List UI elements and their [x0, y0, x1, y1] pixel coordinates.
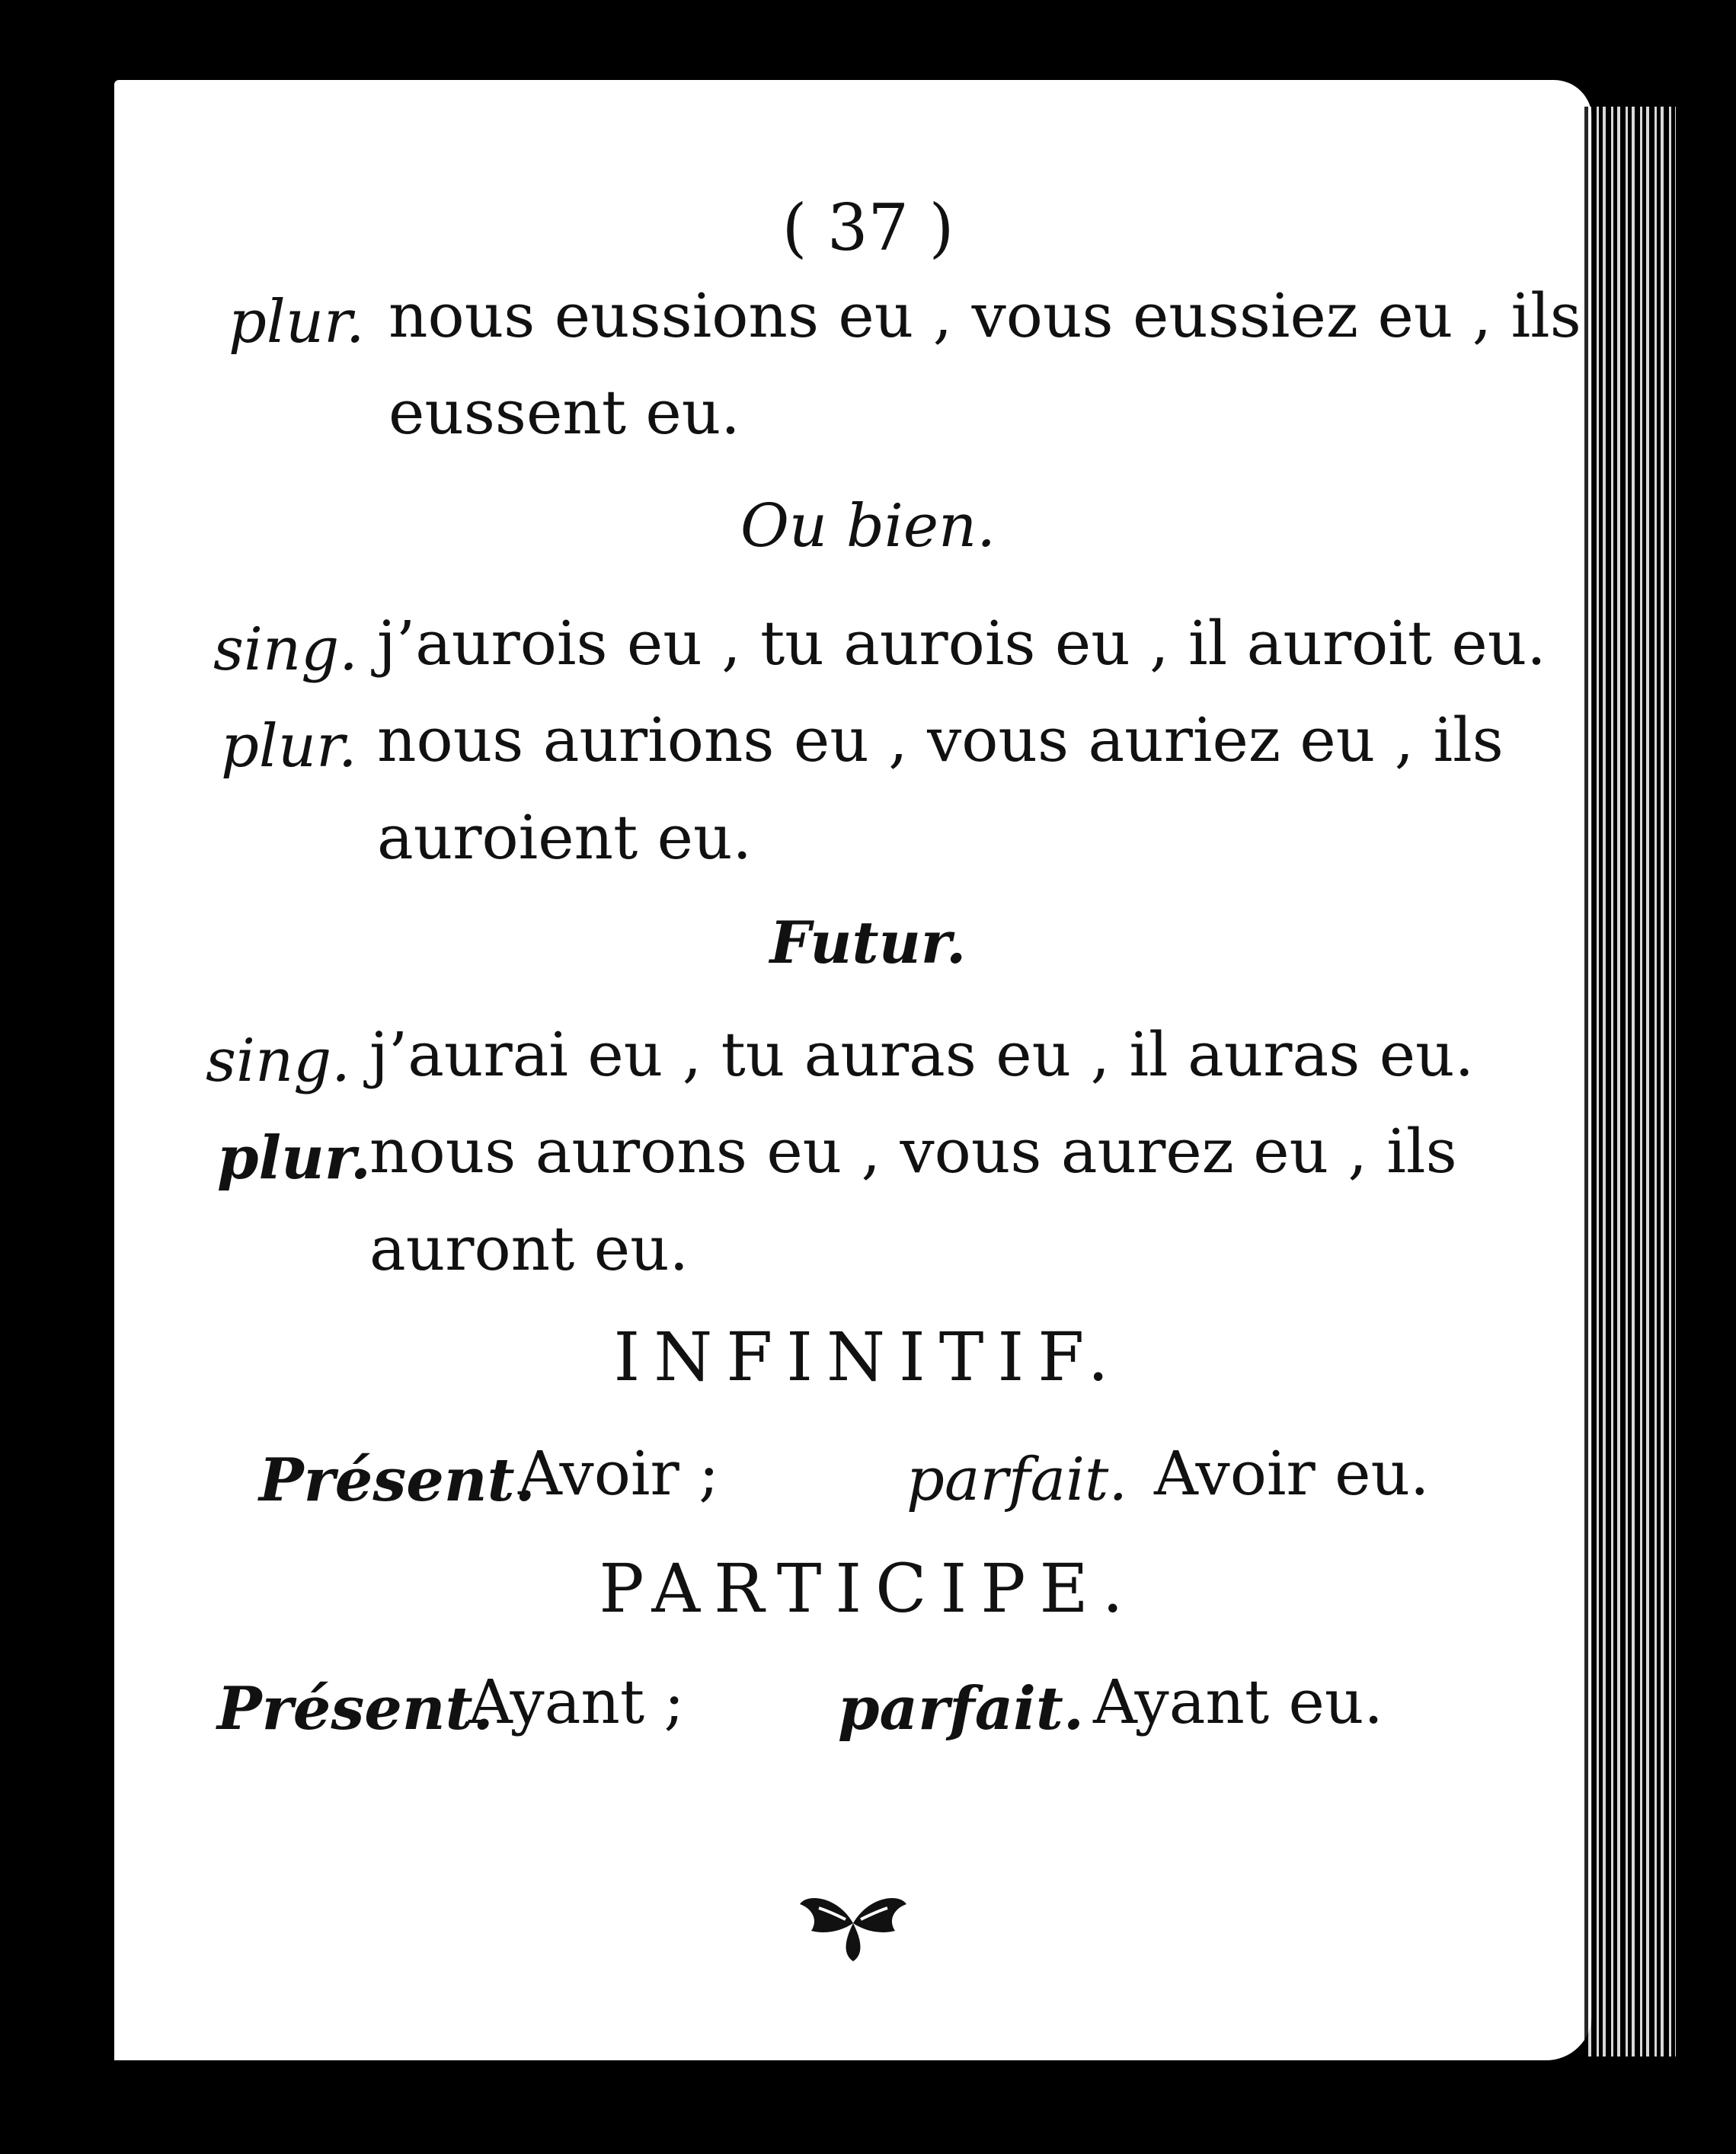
tense-value: Avoir ;: [518, 1438, 720, 1509]
conjugation-line: j’aurai eu , tu auras eu , il auras eu.: [369, 1019, 1474, 1090]
tense-label: Présent.: [217, 1674, 494, 1743]
number-label: sing.: [206, 1027, 350, 1095]
conjugation-line: nous eussions eu , vous eussiez eu , ils: [388, 280, 1581, 351]
conjugation-line: nous aurons eu , vous aurez eu , ils: [369, 1116, 1457, 1187]
conjugation-line: auront eu.: [369, 1213, 689, 1284]
section-title-infinitif: INFINITIF.: [613, 1318, 1123, 1396]
conjugation-line: j’aurois eu , tu aurois eu , il auroit eu.: [377, 608, 1546, 679]
section-heading-ou-bien: Ou bien.: [740, 492, 996, 561]
tense-value: Ayant ;: [468, 1667, 685, 1737]
section-heading-futur: Futur.: [769, 909, 967, 976]
section-title-participe: PARTICIPE.: [599, 1549, 1137, 1628]
number-label: plur.: [217, 1123, 371, 1193]
number-label: sing.: [213, 615, 358, 684]
tense-label: parfait.: [838, 1674, 1085, 1743]
book-spine-shadow: [72, 84, 98, 2064]
conjugation-line: nous aurions eu , vous auriez eu , ils: [377, 705, 1504, 775]
conjugation-line: eussent eu.: [388, 377, 740, 448]
number-label: plur.: [221, 712, 357, 781]
conjugation-line: auroient eu.: [377, 802, 752, 873]
tense-label: Présent.: [259, 1446, 536, 1515]
page-number: ( 37 ): [782, 190, 954, 265]
fleuron-ornament-icon: [796, 1881, 910, 1965]
number-label: plur.: [229, 288, 365, 356]
tense-label: parfait.: [906, 1446, 1128, 1514]
tense-value: Ayant eu.: [1093, 1667, 1383, 1737]
tense-value: Avoir eu.: [1154, 1438, 1430, 1509]
page-edges: [1584, 107, 1676, 2057]
